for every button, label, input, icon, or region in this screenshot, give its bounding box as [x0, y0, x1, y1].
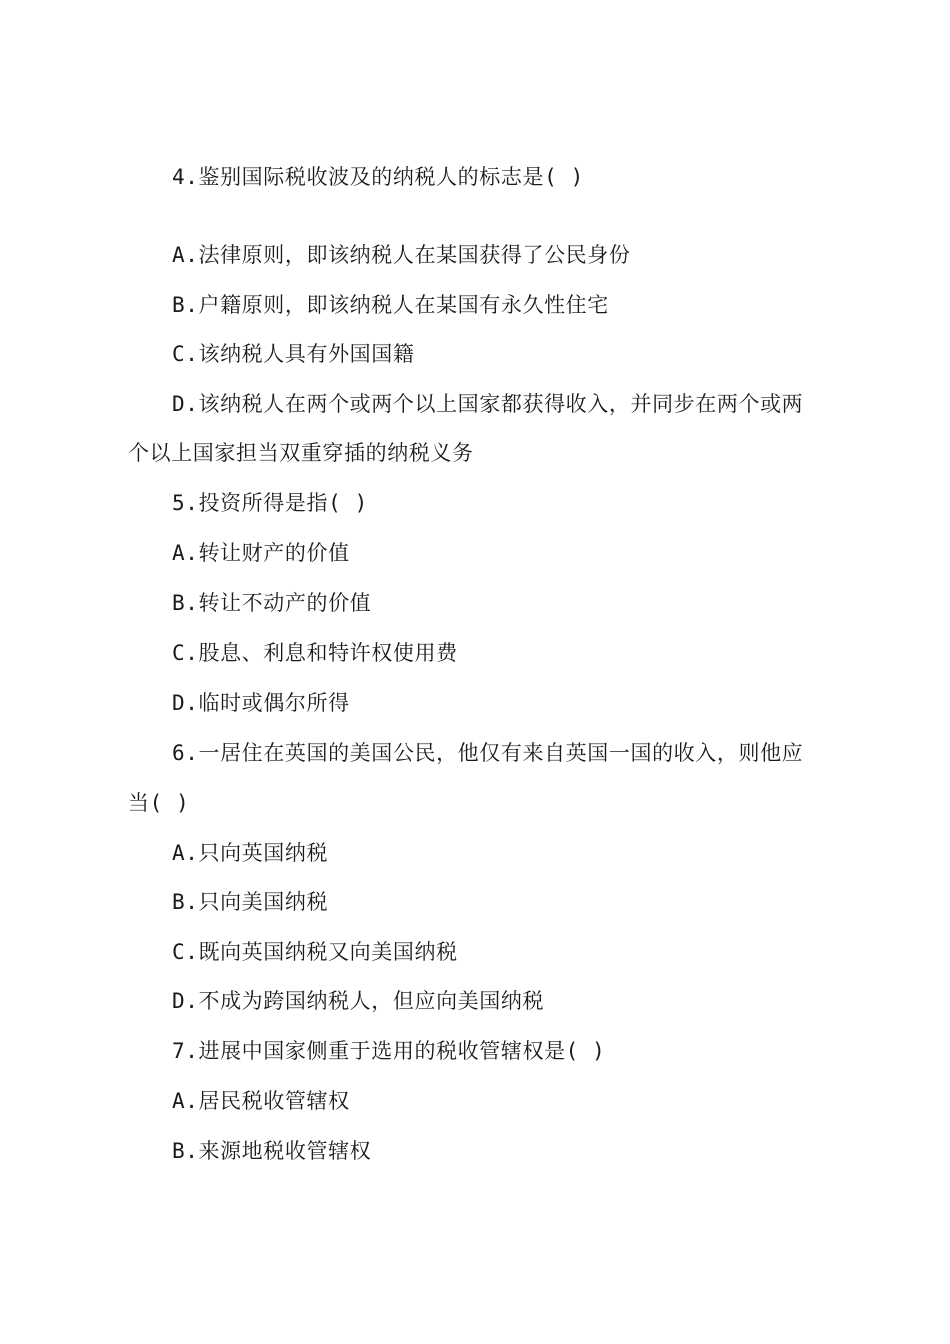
- question-6-stem-continued: 当( ): [128, 791, 190, 815]
- question-6-stem: 6.一居住在英国的美国公民，他仅有来自英国一国的收入，则他应: [172, 741, 804, 765]
- question-6-option-a: A.只向英国纳税: [172, 841, 329, 865]
- question-4-option-a: A.法律原则，即该纳税人在某国获得了公民身份: [172, 243, 631, 267]
- question-5-option-b: B.转让不动产的价值: [172, 591, 372, 615]
- question-7-stem: 7.进展中国家侧重于选用的税收管辖权是( ): [172, 1039, 606, 1063]
- question-6-option-d: D.不成为跨国纳税人，但应向美国纳税: [172, 989, 545, 1013]
- question-4-option-b: B.户籍原则，即该纳税人在某国有永久性住宅: [172, 293, 609, 317]
- question-5-option-c: C.股息、利息和特许权使用费: [172, 641, 458, 665]
- question-5-stem: 5.投资所得是指( ): [172, 491, 368, 515]
- question-4-option-c: C.该纳税人具有外国国籍: [172, 342, 415, 366]
- question-7-option-b: B.来源地税收管辖权: [172, 1139, 372, 1163]
- question-6-option-b: B.只向美国纳税: [172, 890, 329, 914]
- question-7-option-a: A.居民税收管辖权: [172, 1089, 350, 1113]
- question-4-option-d: D.该纳税人在两个或两个以上国家都获得收入，并同步在两个或两: [172, 392, 804, 416]
- question-4-stem: 4.鉴别国际税收波及的纳税人的标志是( ): [172, 165, 584, 189]
- question-5-option-d: D.临时或偶尔所得: [172, 691, 350, 715]
- question-4-option-d-continued: 个以上国家担当双重穿插的纳税义务: [128, 441, 474, 465]
- question-6-option-c: C.既向英国纳税又向美国纳税: [172, 940, 458, 964]
- question-5-option-a: A.转让财产的价值: [172, 541, 350, 565]
